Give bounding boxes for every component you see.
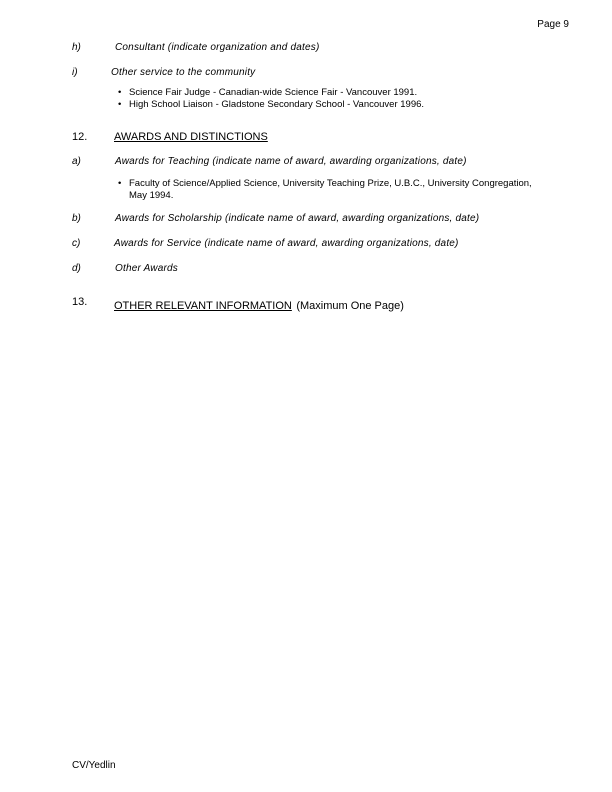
- item-b-label: b): [72, 213, 81, 224]
- item-b-text: Awards for Scholarship (indicate name of award, awarding organizations, date): [115, 213, 480, 224]
- item-i-text: Other service to the community: [111, 67, 256, 78]
- list-item: • Science Fair Judge - Canadian-wide Science Fair - Vancouver 1991.: [118, 87, 424, 99]
- item-a-bullet-list: [118, 178, 578, 201]
- footer: CV/Yedlin: [72, 760, 116, 771]
- page-number: Page 9: [537, 19, 569, 30]
- list-item-line: Faculty of Science/Applied Science, University Teaching Prize, U.B.C., University Congregation,: [129, 178, 532, 189]
- item-c-text: Awards for Service (indicate name of award, awarding organizations, date): [114, 238, 459, 249]
- list-item: [118, 178, 578, 201]
- item-h-label: h): [72, 42, 81, 53]
- item-d-text: Other Awards: [115, 263, 178, 274]
- section-12-title: AWARDS AND DISTINCTIONS: [114, 131, 268, 143]
- item-c-label: c): [72, 238, 81, 249]
- section-13-note: (Maximum One Page): [296, 300, 404, 312]
- item-d-label: d): [72, 263, 81, 274]
- list-item-line: May 1994.: [129, 189, 174, 201]
- item-h-text: Consultant (indicate organization and dates): [115, 42, 320, 53]
- item-a-text: Awards for Teaching (indicate name of award, awarding organizations, date): [115, 156, 467, 167]
- item-a-label: a): [72, 156, 81, 167]
- section-12-number: 12.: [72, 131, 88, 143]
- item-i-label: i): [72, 67, 78, 78]
- list-item: • High School Liaison - Gladstone Secondary School - Vancouver 1996.: [118, 99, 424, 111]
- section-13-number: 13.: [72, 296, 88, 308]
- item-i-bullet-list: [118, 87, 424, 110]
- section-13-title: OTHER RELEVANT INFORMATION: [114, 300, 292, 312]
- section-13-heading: [114, 296, 404, 314]
